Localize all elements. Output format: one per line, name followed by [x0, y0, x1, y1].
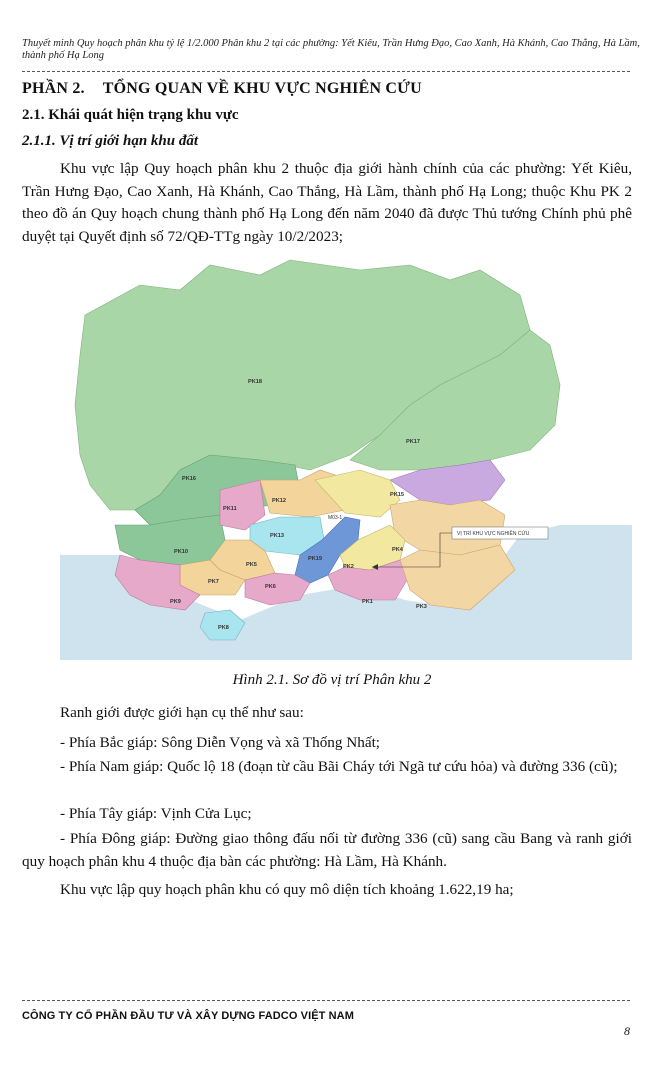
label-pk12: PK12 — [272, 498, 286, 504]
boundary-south: - Phía Nam giáp: Quốc lộ 18 (đoạn từ cầu Bãi Cháy tới Ngã tư cứu hỏa) và đường 336 (cũ); — [60, 758, 618, 775]
boundary-north: - Phía Bắc giáp: Sông Diễn Vọng và xã Thống Nhất; — [60, 734, 381, 751]
label-pk17: PK17 — [406, 439, 420, 445]
label-pk8: PK8 — [218, 625, 229, 631]
part-title: TỔNG QUAN VỀ KHU VỰC NGHIÊN CỨU — [102, 80, 422, 97]
label-pk18: PK18 — [248, 379, 262, 385]
study-area-legend-text: VỊ TRÍ KHU VỰC NGHIÊN CỨU — [457, 531, 530, 537]
page-number: 8 — [624, 1024, 630, 1038]
label-pk11: PK11 — [223, 506, 237, 512]
intro-paragraph: Khu vực lập Quy hoạch phân khu 2 thuộc địa giới hành chính của các phường: Yết Kiêu, Trần Hưng Đạo, Cao Xanh, Hà Khánh, Cao Thắng, Hà Lầm, thành phố Hạ Long; thuộc Khu PK 2 theo đồ án Quy hoạch chung thành phố Hạ Long đến năm 2040 đã được Thủ tướng Chính phủ phê duyệt tại Quyết định số 72/QĐ-TTg ngày 10/2/2023; — [22, 160, 632, 245]
header-divider — [22, 71, 630, 72]
boundary-west: - Phía Tây giáp: Vịnh Cửa Lục; — [60, 805, 252, 822]
figure-caption: Hình 2.1. Sơ đồ vị trí Phân khu 2 — [232, 672, 432, 688]
label-pk15: PK15 — [390, 492, 404, 498]
label-pk2: PK2 — [343, 564, 354, 570]
section-heading: 2.1. Khái quát hiện trạng khu vực — [22, 107, 239, 123]
label-pk19: PK19 — [308, 556, 322, 562]
footer-divider — [22, 1000, 630, 1001]
location-map — [60, 255, 632, 660]
label-pk10: PK10 — [174, 549, 188, 555]
label-m03: M03-1 — [328, 515, 343, 521]
part-number: PHẦN 2. — [22, 80, 85, 97]
label-pk1: PK1 — [362, 599, 373, 605]
area-paragraph: Khu vực lập quy hoạch phân khu có quy mô diện tích khoảng 1.622,19 ha; — [60, 881, 514, 898]
label-pk13: PK13 — [270, 533, 284, 539]
label-pk5: PK5 — [246, 562, 257, 568]
label-pk6: PK6 — [265, 584, 276, 590]
header-note: Thuyết minh Quy hoạch phân khu tỷ lệ 1/2.000 Phân khu 2 tại các phường: Yết Kiêu, Trần Hưng Đạo, Cao Xanh, Hà Khánh, Cao Thắng, Hà Lầm, thành phố Hạ Long — [22, 38, 640, 61]
label-pk4: PK4 — [392, 547, 403, 553]
subsection-heading: 2.1.1. Vị trí giới hạn khu đất — [22, 133, 199, 149]
label-pk3: PK3 — [416, 604, 427, 610]
footer-company: CÔNG TY CỔ PHẦN ĐẦU TƯ VÀ XÂY DỰNG FADCO VIỆT NAM — [22, 1010, 354, 1022]
label-pk9: PK9 — [170, 599, 181, 605]
boundary-intro: Ranh giới được giới hạn cụ thể như sau: — [60, 704, 304, 721]
label-pk7: PK7 — [208, 579, 219, 585]
label-pk16: PK16 — [182, 476, 196, 482]
location-map-svg — [60, 255, 632, 660]
boundary-east: - Phía Đông giáp: Đường giao thông đấu nối từ đường 336 (cũ) sang cầu Bang và ranh giới quy hoạch phân khu 4 thuộc địa bàn các phường: Hà Lầm, Hà Khánh. — [22, 830, 632, 870]
part-heading — [22, 80, 422, 98]
